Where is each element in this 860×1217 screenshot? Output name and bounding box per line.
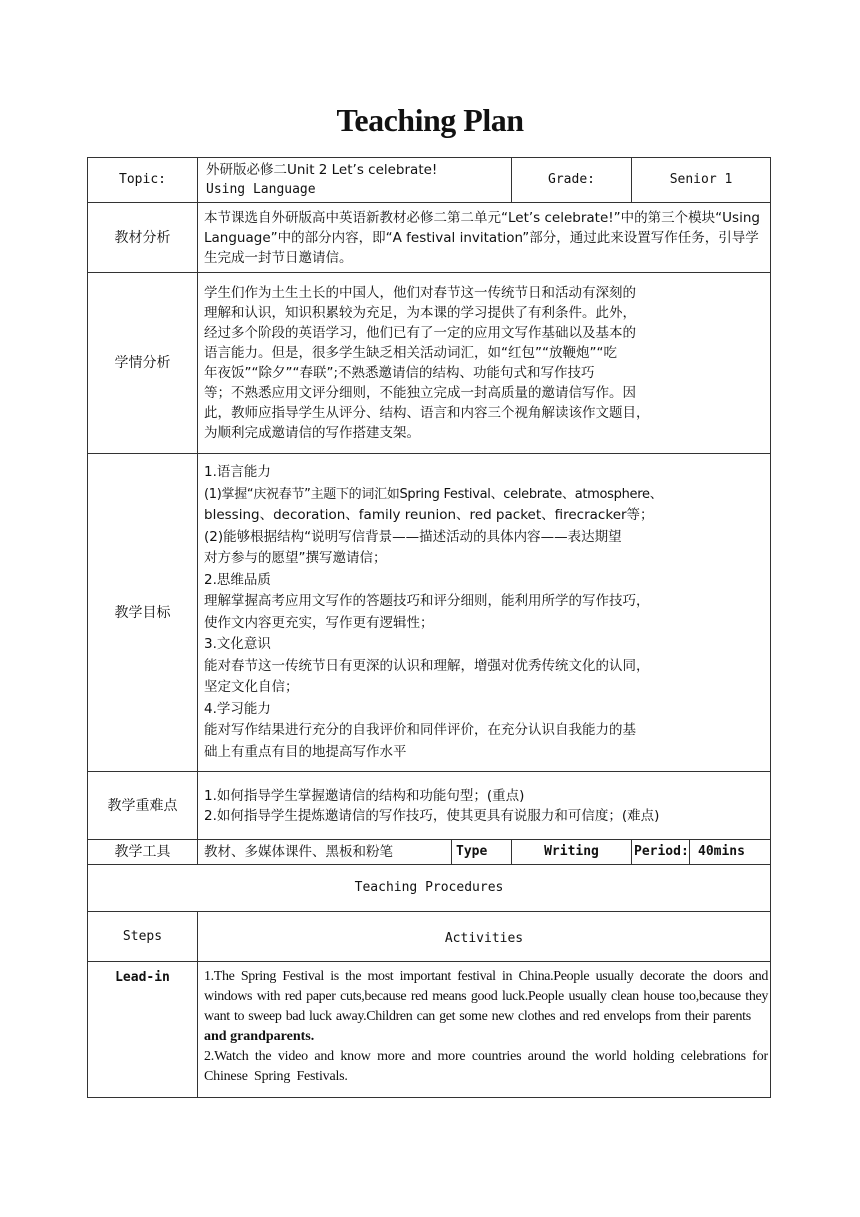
student-analysis-line: 为顺利完成邀请信的写作搭建支架。 (204, 425, 420, 441)
topic-row (88, 158, 771, 203)
textbook-analysis-label: 教材分析 (88, 203, 198, 273)
textbook-analysis-row (88, 203, 771, 273)
procedure-activity-text: 1.The Spring Festival is the most important festival in China.People usually decorate the doors and windows with red paper cuts,because red means good luck.People usually clean house too,because they want to sweep bad luck away.Children can get some new clothes and red envelops from their parents (204, 969, 768, 1024)
objective-line: 础上有重点有目的地提高写作水平 (204, 743, 407, 760)
objective-line: 能对春节这一传统节日有更深的认识和理解，增强对优秀传统文化的认同， (204, 657, 650, 674)
objective-line: 3.文化意识 (204, 636, 271, 652)
student-analysis-line: 学生们作为土生土长的中国人，他们对春节这一传统节日和活动有深刻的 (204, 285, 636, 301)
steps-header: Steps (88, 912, 198, 962)
period-label: Period: (632, 840, 690, 865)
procedures-heading-row (88, 865, 771, 912)
procedures-header-row (88, 912, 771, 962)
period-value: 40mins (690, 840, 771, 865)
student-analysis-line: 此，教师应指导学生从评分、结构、语言和内容三个视角解读该作文题目， (204, 405, 650, 421)
teaching-plan-table (87, 157, 771, 1098)
student-analysis-line: 等；不熟悉应用文评分细则，不能独立完成一封高质量的邀请信写作。因 (204, 385, 636, 401)
topic-label: Topic: (88, 158, 198, 203)
tools-value: 教材、多媒体课件、黑板和粉笔 (198, 840, 452, 865)
grade-label: Grade: (512, 158, 632, 203)
objective-line: 使作文内容更充实，写作更有逻辑性； (204, 614, 434, 631)
student-analysis-label: 学情分析 (88, 273, 198, 454)
tools-label: 教学工具 (88, 840, 198, 865)
textbook-analysis-text: 本节课选自外研版高中英语新教材必修二第二单元“Let’s celebrate!”中的第三个模块“Using Language”中的部分内容，即“A festival invitation”部分，通过此来设置写作任务，引导学生完成一封节日邀请信。 (198, 203, 771, 273)
student-analysis-row (88, 273, 771, 454)
type-label: Type (452, 840, 512, 865)
student-analysis-line: 年夜饭”“除夕”“春联”;不熟悉邀请信的结构、功能句式和写作技巧 (204, 365, 595, 381)
objective-line: 理解掌握高考应用文写作的答题技巧和评分细则，能利用所学的写作技巧， (204, 593, 650, 609)
objective-line: (1)掌握“庆祝春节”主题下的词汇如Spring Festival、celebrate、atmosphere、 (204, 486, 663, 502)
objectives-label: 教学目标 (88, 454, 198, 772)
student-analysis-line: 经过多个阶段的英语学习，他们已有了一定的应用文写作基础以及基本的 (204, 325, 636, 341)
objective-line: 4.学习能力 (204, 700, 271, 717)
objective-line: blessing、decoration、family reunion、red packet、firecracker等； (204, 507, 654, 523)
student-analysis-line: 语言能力。但是，很多学生缺乏相关活动词汇，如“红包”“放鞭炮”“吃 (204, 345, 617, 361)
key-point-line: 1.如何指导学生掌握邀请信的结构和功能句型；(重点) (204, 787, 525, 804)
objective-line: 1.语言能力 (204, 464, 271, 480)
key-point-line: 2.如何指导学生提炼邀请信的写作技巧，使其更具有说服力和可信度；(难点) (204, 807, 660, 824)
student-analysis-line: 理解和认识，知识积累较为充足，为本课的学习提供了有利条件。此外， (204, 305, 636, 321)
objective-line: 坚定文化自信； (204, 679, 299, 695)
key-points-label: 教学重难点 (88, 772, 198, 840)
grade-value: Senior 1 (632, 158, 771, 203)
procedure-activity-text: and grandparents. (204, 1029, 315, 1044)
topic-value-line1: 外研版必修二Unit 2 Let’s celebrate! (206, 162, 438, 178)
procedure-row (88, 962, 771, 1098)
tools-row (88, 840, 771, 865)
objectives-row (88, 454, 771, 772)
procedures-heading: Teaching Procedures (88, 865, 771, 912)
page-title: Teaching Plan (336, 102, 524, 138)
objective-line: 对方参与的愿望”撰写邀请信； (204, 550, 387, 566)
procedure-activity-text: 2.Watch the video and know more and more countries around the world holding celebrations for Chinese Spring Festivals. (204, 1049, 768, 1084)
objective-line: (2)能够根据结构“说明写信背景——描述活动的具体内容——表达期望 (204, 528, 622, 545)
topic-value-line2: Using Language (206, 182, 316, 197)
objective-line: 2.思维品质 (204, 571, 271, 588)
type-value: Writing (512, 840, 632, 865)
objective-line: 能对写作结果进行充分的自我评价和同伴评价，在充分认识自我能力的基 (204, 722, 636, 738)
procedure-step: Lead-in (88, 962, 198, 1098)
activities-header: Activities (198, 912, 771, 962)
key-points-row (88, 772, 771, 840)
